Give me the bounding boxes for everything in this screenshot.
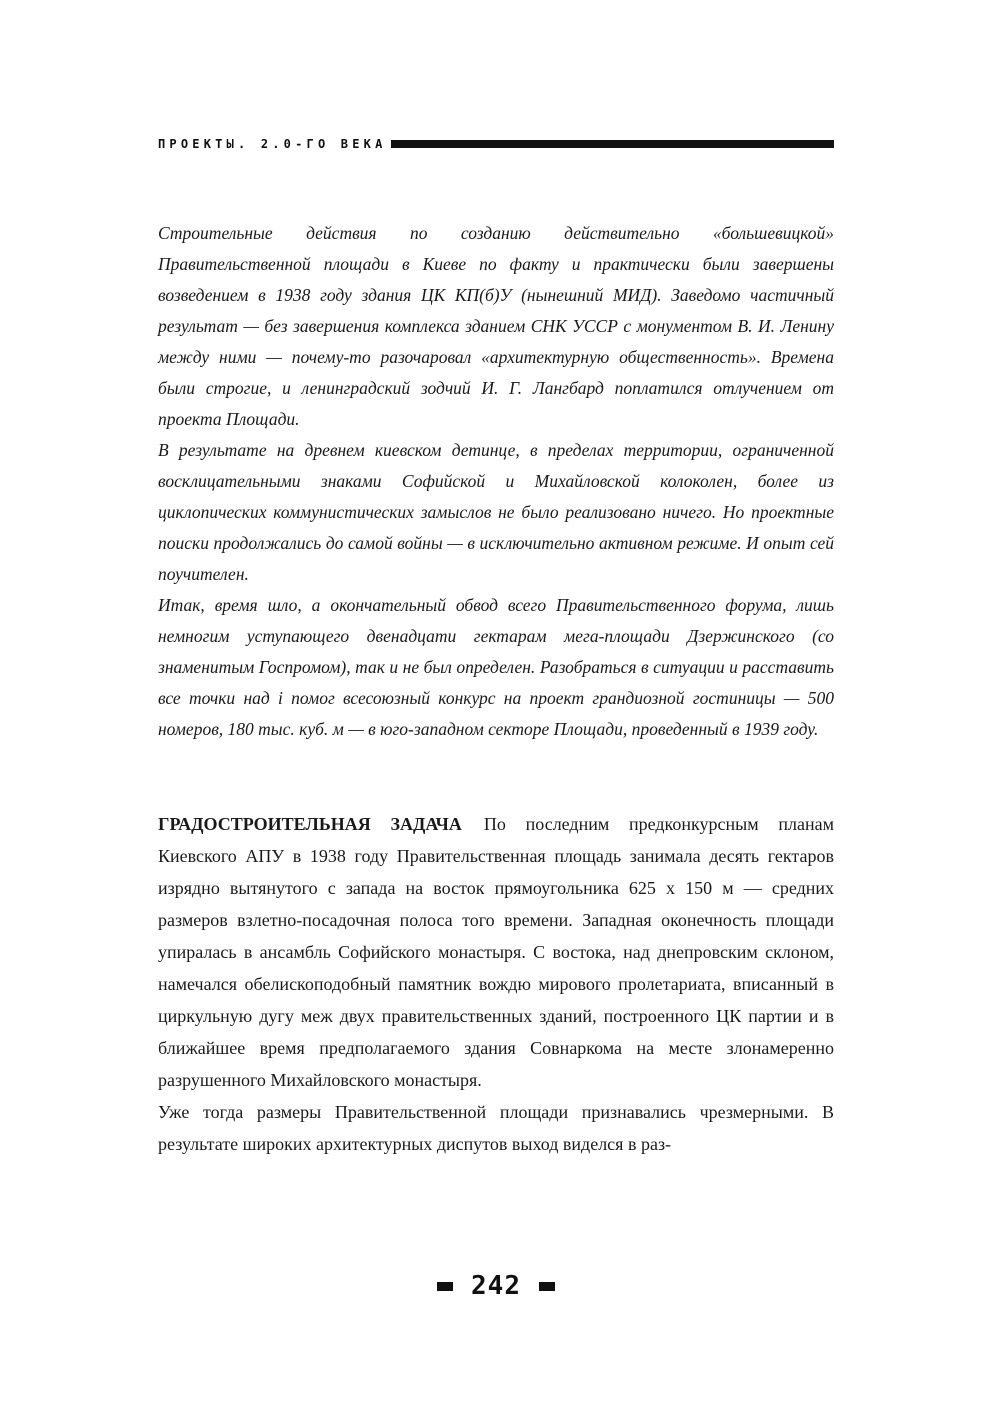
footer-ornament-left [437, 1282, 453, 1291]
running-header-title: ПРОЕКТЫ. 2.0-ГО ВЕКА [158, 137, 387, 151]
page-footer [0, 1268, 992, 1304]
running-header [158, 134, 834, 154]
intro-paragraph: Итак, время шло, а окончательный обвод всего Правительственного форума, лишь немногим уступающего двенадцати гектарам мега-площади Дзержинского (со знаменитым Госпромом), так и не был определен. Разобраться в ситуации и расставить все точки над і помог всесоюзный конкурс на проект грандиозной гостиницы — 500 номеров, 180 тыс. куб. м — в юго-западном секторе Площади, проведенный в 1939 году. [158, 595, 834, 739]
intro-paragraph: Строительные действия по созданию действительно «большевицкой» Правительственной площади в Киеве по факту и практически были завершены возведением в 1938 году здания ЦК КП(б)У (нынешний МИД). Заведомо частичный результат — без завершения комплекса зданием СНК УССР с монументом В. И. Ленину между ними — почему-то разочаровал «архитектурную общественность». Времена были строгие, и ленинградский зодчий И. Г. Лангбард поплатился отлучением от проекта Площади. [158, 223, 834, 429]
section-heading: ГРАДОСТРОИТЕЛЬНАЯ ЗАДАЧА [158, 814, 462, 834]
section-paragraph-2: Уже тогда размеры Правительственной площади признавались чрезмерными. В результате широких архитектурных диспутов выход виделся в раз- [158, 1102, 834, 1154]
main-text [158, 808, 834, 1160]
footer-ornament-right [539, 1282, 555, 1291]
page-number: 242 [471, 1271, 521, 1301]
header-rule [391, 140, 835, 148]
intro-text [158, 218, 834, 745]
section-first-paragraph-text: По последним предконкурсным планам Киевского АПУ в 1938 году Правительственная площадь занимала десять гектаров изрядно вытянутого с запада на восток прямоугольника 625 х 150 м — средних размеров взлетно-посадочная полоса того времени. Западная оконечность площади упиралась в ансамбль Софийского монастыря. С востока, над днепровским склоном, намечался обелископодобный памятник вождю мирового пролетариата, вписанный в циркульную дугу меж двух правительственных зданий, построенного ЦК партии и в ближайшее время предполагаемого здания Совнаркома на месте злонамеренно разрушенного Михайловского монастыря. [158, 814, 834, 1090]
intro-paragraph: В результате на древнем киевском детинце, в пределах территории, ограниченной восклицательными знаками Софийской и Михайловской колоколен, более из циклопических коммунистических замыслов не было реализовано ничего. Но проектные поиски продолжались до самой войны — в исключительно активном режиме. И опыт сей поучителен. [158, 440, 834, 584]
section-paragraph [158, 808, 834, 1096]
